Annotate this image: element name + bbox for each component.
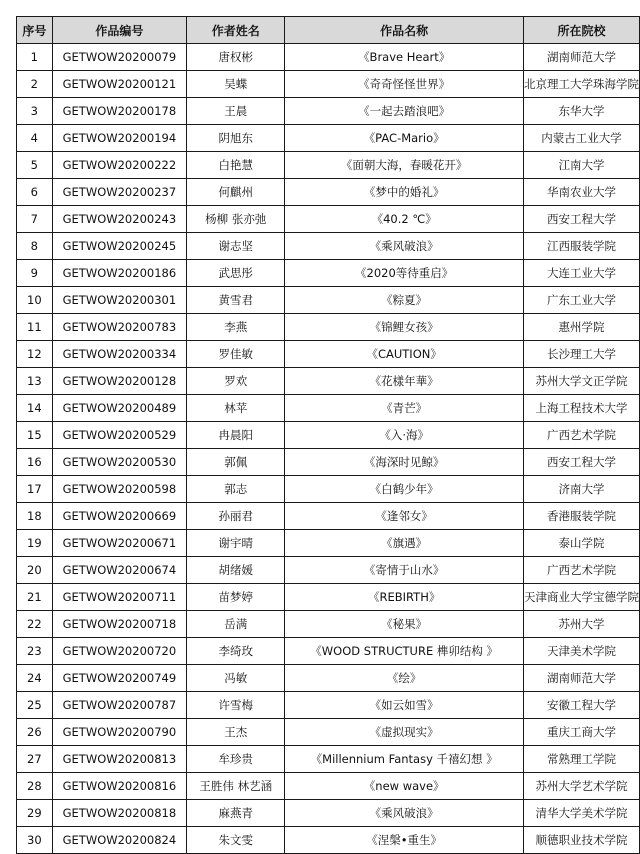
table-row: [17, 665, 640, 692]
cell-serial-number: 29: [17, 800, 53, 827]
cell-work-title: 《new wave》: [285, 773, 524, 800]
cell-serial-number: 19: [17, 530, 53, 557]
cell-serial-number: 26: [17, 719, 53, 746]
table-row: [17, 422, 640, 449]
cell-work-title: 《涅槃•重生》: [285, 827, 524, 854]
cell-school: 东华大学: [523, 98, 639, 125]
cell-serial-number: 2: [17, 71, 53, 98]
cell-work-title: 《逢邻女》: [285, 503, 524, 530]
cell-work-id: GETWOW20200489: [52, 395, 186, 422]
cell-serial-number: 10: [17, 287, 53, 314]
cell-work-id: GETWOW20200334: [52, 341, 186, 368]
cell-author-name: 何麒州: [187, 179, 285, 206]
cell-work-id: GETWOW20200128: [52, 368, 186, 395]
cell-work-title: 《2020等待重启》: [285, 260, 524, 287]
table-row: [17, 638, 640, 665]
cell-serial-number: 20: [17, 557, 53, 584]
cell-work-id: GETWOW20200529: [52, 422, 186, 449]
cell-school: 惠州学院: [523, 314, 639, 341]
cell-serial-number: 1: [17, 44, 53, 71]
cell-school: 大连工业大学: [523, 260, 639, 287]
cell-author-name: 谢志坚: [187, 233, 285, 260]
cell-work-id: GETWOW20200813: [52, 746, 186, 773]
cell-school: 泰山学院: [523, 530, 639, 557]
table-row: [17, 611, 640, 638]
header-serial-number: 序号: [17, 17, 53, 44]
cell-work-title: 《寄情于山水》: [285, 557, 524, 584]
table-row: [17, 125, 640, 152]
cell-work-id: GETWOW20200530: [52, 449, 186, 476]
table-row: [17, 287, 640, 314]
header-work-id: 作品编号: [52, 17, 186, 44]
table-row: [17, 368, 640, 395]
cell-work-id: GETWOW20200301: [52, 287, 186, 314]
cell-serial-number: 27: [17, 746, 53, 773]
cell-author-name: 林苹: [187, 395, 285, 422]
cell-serial-number: 9: [17, 260, 53, 287]
cell-author-name: 黄雪君: [187, 287, 285, 314]
cell-work-id: GETWOW20200598: [52, 476, 186, 503]
table-row: [17, 71, 640, 98]
cell-work-title: 《梦中的婚礼》: [285, 179, 524, 206]
cell-author-name: 郭佩: [187, 449, 285, 476]
table-row: [17, 503, 640, 530]
cell-work-id: GETWOW20200787: [52, 692, 186, 719]
cell-work-id: GETWOW20200790: [52, 719, 186, 746]
cell-work-title: 《虚拟现实》: [285, 719, 524, 746]
cell-work-title: 《Brave Heart》: [285, 44, 524, 71]
cell-school: 清华大学美术学院: [523, 800, 639, 827]
table-row: [17, 584, 640, 611]
cell-work-id: GETWOW20200194: [52, 125, 186, 152]
cell-author-name: 冯敏: [187, 665, 285, 692]
cell-serial-number: 14: [17, 395, 53, 422]
cell-serial-number: 15: [17, 422, 53, 449]
cell-work-title: 《奇奇怪怪世界》: [285, 71, 524, 98]
cell-work-title: 《白鹤少年》: [285, 476, 524, 503]
cell-work-id: GETWOW20200222: [52, 152, 186, 179]
cell-work-title: 《一起去踏浪吧》: [285, 98, 524, 125]
cell-author-name: 岳满: [187, 611, 285, 638]
cell-author-name: 唐权彬: [187, 44, 285, 71]
cell-school: 湖南师范大学: [523, 665, 639, 692]
cell-serial-number: 3: [17, 98, 53, 125]
table-row: [17, 530, 640, 557]
cell-school: 西安工程大学: [523, 449, 639, 476]
cell-work-title: 《锦鲤女孩》: [285, 314, 524, 341]
cell-school: 江西服装学院: [523, 233, 639, 260]
cell-author-name: 李绮玫: [187, 638, 285, 665]
cell-author-name: 罗佳敏: [187, 341, 285, 368]
cell-serial-number: 16: [17, 449, 53, 476]
cell-school: 西安工程大学: [523, 206, 639, 233]
cell-serial-number: 13: [17, 368, 53, 395]
cell-author-name: 谢宇晴: [187, 530, 285, 557]
table-row: [17, 557, 640, 584]
cell-school: 安徽工程大学: [523, 692, 639, 719]
table-row: [17, 314, 640, 341]
cell-school: 香港服装学院: [523, 503, 639, 530]
cell-serial-number: 12: [17, 341, 53, 368]
cell-serial-number: 17: [17, 476, 53, 503]
cell-author-name: 苗梦婷: [187, 584, 285, 611]
cell-serial-number: 22: [17, 611, 53, 638]
table-row: [17, 260, 640, 287]
table-row: [17, 98, 640, 125]
cell-work-title: 《乘风破浪》: [285, 800, 524, 827]
table-row: [17, 179, 640, 206]
cell-work-title: 《绘》: [285, 665, 524, 692]
table-row: [17, 476, 640, 503]
cell-author-name: 吴蝶: [187, 71, 285, 98]
cell-work-id: GETWOW20200711: [52, 584, 186, 611]
cell-author-name: 王晨: [187, 98, 285, 125]
table-row: [17, 800, 640, 827]
cell-work-id: GETWOW20200720: [52, 638, 186, 665]
cell-work-id: GETWOW20200674: [52, 557, 186, 584]
cell-serial-number: 8: [17, 233, 53, 260]
cell-author-name: 朱文雯: [187, 827, 285, 854]
table-row: [17, 233, 640, 260]
cell-serial-number: 7: [17, 206, 53, 233]
table-row: [17, 206, 640, 233]
cell-work-title: 《旗遇》: [285, 530, 524, 557]
table-row: [17, 152, 640, 179]
cell-work-title: 《REBIRTH》: [285, 584, 524, 611]
cell-author-name: 阴旭东: [187, 125, 285, 152]
cell-work-title: 《PAC-Mario》: [285, 125, 524, 152]
cell-school: 长沙理工大学: [523, 341, 639, 368]
cell-work-id: GETWOW20200237: [52, 179, 186, 206]
cell-school: 天津美术学院: [523, 638, 639, 665]
cell-serial-number: 24: [17, 665, 53, 692]
cell-work-id: GETWOW20200245: [52, 233, 186, 260]
cell-work-title: 《乘风破浪》: [285, 233, 524, 260]
table-row: [17, 44, 640, 71]
cell-author-name: 武思彤: [187, 260, 285, 287]
cell-work-title: 《WOOD STRUCTURE 榫卯结构 》: [285, 638, 524, 665]
cell-serial-number: 5: [17, 152, 53, 179]
cell-work-title: 《花樣年華》: [285, 368, 524, 395]
cell-school: 常熟理工学院: [523, 746, 639, 773]
cell-school: 江南大学: [523, 152, 639, 179]
cell-school: 广西艺术学院: [523, 422, 639, 449]
table-row: [17, 827, 640, 854]
header-row: [17, 17, 640, 44]
cell-serial-number: 11: [17, 314, 53, 341]
award-list: [16, 16, 640, 854]
cell-author-name: 孙丽君: [187, 503, 285, 530]
cell-author-name: 牟珍贵: [187, 746, 285, 773]
cell-author-name: 郭志: [187, 476, 285, 503]
cell-work-title: 《Millennium Fantasy 千禧幻想 》: [285, 746, 524, 773]
cell-school: 北京理工大学珠海学院: [523, 71, 639, 98]
cell-work-id: GETWOW20200749: [52, 665, 186, 692]
cell-work-id: GETWOW20200783: [52, 314, 186, 341]
cell-work-title: 《面朝大海，春暖花开》: [285, 152, 524, 179]
cell-work-title: 《粽夏》: [285, 287, 524, 314]
cell-work-id: GETWOW20200669: [52, 503, 186, 530]
table-row: [17, 449, 640, 476]
cell-work-title: 《秘果》: [285, 611, 524, 638]
cell-work-id: GETWOW20200178: [52, 98, 186, 125]
header-author-name: 作者姓名: [187, 17, 285, 44]
cell-author-name: 王杰: [187, 719, 285, 746]
cell-author-name: 许雪梅: [187, 692, 285, 719]
cell-author-name: 麻燕青: [187, 800, 285, 827]
cell-serial-number: 4: [17, 125, 53, 152]
cell-author-name: 杨柳 张亦弛: [187, 206, 285, 233]
cell-school: 华南农业大学: [523, 179, 639, 206]
cell-school: 济南大学: [523, 476, 639, 503]
cell-author-name: 胡绪媛: [187, 557, 285, 584]
cell-serial-number: 6: [17, 179, 53, 206]
cell-work-title: 《青芒》: [285, 395, 524, 422]
header-school: 所在院校: [523, 17, 639, 44]
cell-school: 顺德职业技术学院: [523, 827, 639, 854]
cell-school: 苏州大学文正学院: [523, 368, 639, 395]
table-row: [17, 341, 640, 368]
cell-work-title: 《CAUTION》: [285, 341, 524, 368]
cell-school: 广东工业大学: [523, 287, 639, 314]
table-body: [17, 44, 640, 854]
cell-author-name: 罗欢: [187, 368, 285, 395]
cell-work-id: GETWOW20200243: [52, 206, 186, 233]
cell-work-id: GETWOW20200818: [52, 800, 186, 827]
cell-work-title: 《入·海》: [285, 422, 524, 449]
cell-work-id: GETWOW20200718: [52, 611, 186, 638]
cell-serial-number: 30: [17, 827, 53, 854]
cell-serial-number: 21: [17, 584, 53, 611]
award-table: [16, 16, 640, 854]
cell-serial-number: 28: [17, 773, 53, 800]
cell-school: 上海工程技术大学: [523, 395, 639, 422]
cell-serial-number: 25: [17, 692, 53, 719]
cell-author-name: 李燕: [187, 314, 285, 341]
table-row: [17, 395, 640, 422]
cell-school: 重庆工商大学: [523, 719, 639, 746]
cell-work-id: GETWOW20200079: [52, 44, 186, 71]
cell-school: 苏州大学: [523, 611, 639, 638]
table-row: [17, 773, 640, 800]
cell-work-title: 《40.2 ℃》: [285, 206, 524, 233]
cell-author-name: 冉晨阳: [187, 422, 285, 449]
table-row: [17, 692, 640, 719]
cell-serial-number: 18: [17, 503, 53, 530]
cell-work-id: GETWOW20200671: [52, 530, 186, 557]
cell-school: 湖南师范大学: [523, 44, 639, 71]
cell-work-id: GETWOW20200824: [52, 827, 186, 854]
cell-work-id: GETWOW20200816: [52, 773, 186, 800]
cell-author-name: 白艳慧: [187, 152, 285, 179]
cell-author-name: 王胜伟 林艺涵: [187, 773, 285, 800]
header-work-title: 作品名称: [285, 17, 524, 44]
cell-school: 天津商业大学宝德学院: [523, 584, 639, 611]
cell-work-title: 《如云如雪》: [285, 692, 524, 719]
cell-school: 苏州大学艺术学院: [523, 773, 639, 800]
cell-work-id: GETWOW20200186: [52, 260, 186, 287]
cell-work-title: 《海深时见鲸》: [285, 449, 524, 476]
table-row: [17, 719, 640, 746]
cell-serial-number: 23: [17, 638, 53, 665]
table-row: [17, 746, 640, 773]
cell-school: 广西艺术学院: [523, 557, 639, 584]
cell-work-id: GETWOW20200121: [52, 71, 186, 98]
cell-school: 内蒙古工业大学: [523, 125, 639, 152]
